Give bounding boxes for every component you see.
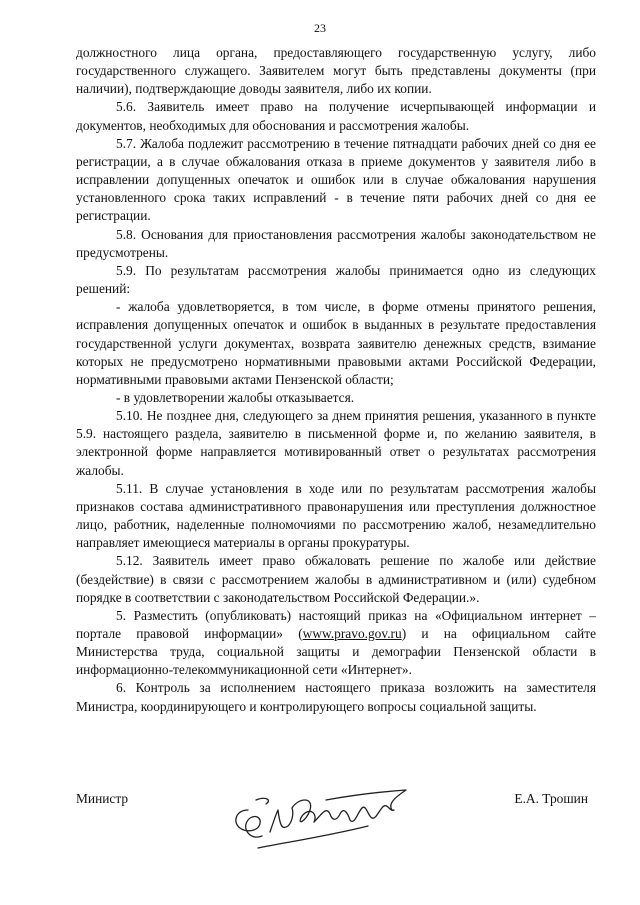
- list-item-decision-satisfied: - жалоба удовлетворяется, в том числе, в форме отмены принятого решения, исправления допущенных опечаток и ошибок в выданных в результате предоставления государственной услуги документах, возврата заявителю денежных средств, взимание которых не предусмотрено нормативными правовыми актами Российской Федерации, нормативными правовыми актами Пензенской области;: [76, 299, 596, 387]
- pravo-gov-link[interactable]: www.pravo.gov.ru: [302, 626, 402, 641]
- paragraph-5-11: 5.11. В случае установления в ходе или по результатам рассмотрения жалобы признаков состава административного правонарушения или преступления должностное лицо, работник, наделенные полномочиями по рассмотрению жалоб, незамедлительно направляет имеющиеся материалы в органы прокуратуры.: [76, 480, 596, 551]
- paragraph-5-12: 5.12. Заявитель имеет право обжаловать решение по жалобе или действие (бездействие) в связи с рассмотрением жалобы в административном и (или) судебном порядке в соответствии с законодательством Российской Федерации.».: [76, 553, 596, 605]
- paragraph-5-6: 5.6. Заявитель имеет право на получение исчерпывающей информации и документов, необходимых для обоснования и рассмотрения жалобы.: [76, 99, 596, 133]
- paragraph-6-control: 6. Контроль за исполнением настоящего приказа возложить на заместителя Министра, координирующего и контролирующего вопросы социальной защиты.: [76, 680, 596, 714]
- signer-title: Министр: [76, 791, 129, 806]
- list-item-decision-refused: - в удовлетворении жалобы отказывается.: [116, 389, 355, 405]
- publish-text-end: ) и на официальном сайте Министерства труда, социальной защиты и демографии Пензенской области в информационно-телекоммуникационной сети «Интернет».: [76, 626, 597, 678]
- paragraph-5-publish: [76, 607, 596, 680]
- document-body: [76, 44, 596, 716]
- handwritten-signature: [218, 770, 418, 855]
- paragraph-5-10: 5.10. Не позднее дня, следующего за днем принятия решения, указанного в пункте 5.9. настоящего раздела, заявителю в письменной форме и, по желанию заявителя, в электронной форме направляется мотивированный ответ о результатах рассмотрения жалобы.: [76, 408, 596, 478]
- signer-name: Е.А. Трошин: [514, 791, 588, 806]
- paragraph-5-8: 5.8. Основания для приостановления рассмотрения жалобы законодательством не предусмотрены.: [76, 226, 596, 260]
- paragraph-continuation: должностного лица органа, предоставляющего государственную услугу, либо государственного служащего. Заявителем могут быть представлены документы (при наличии), подтверждающие доводы заявителя, либо их копии.: [76, 45, 596, 97]
- page-number: 23: [314, 21, 326, 35]
- publish-text-start: 5. Разместить (опубликовать) настоящий приказ на «Официальном интернет – портале правовой информации» (: [76, 607, 596, 641]
- paragraph-5-7: 5.7. Жалоба подлежит рассмотрению в течение пятнадцати рабочих дней со дня ее регистрации, а в случае обжалования отказа в приеме документов у заявителя либо в исправлении допущенных опечаток и ошибок или в случае обжалования нарушения установленного срока таких исправлений - в течение пяти рабочих дней со дня ее регистрации.: [76, 135, 596, 224]
- paragraph-5-9: 5.9. По результатам рассмотрения жалобы принимается одно из следующих решений:: [76, 262, 596, 297]
